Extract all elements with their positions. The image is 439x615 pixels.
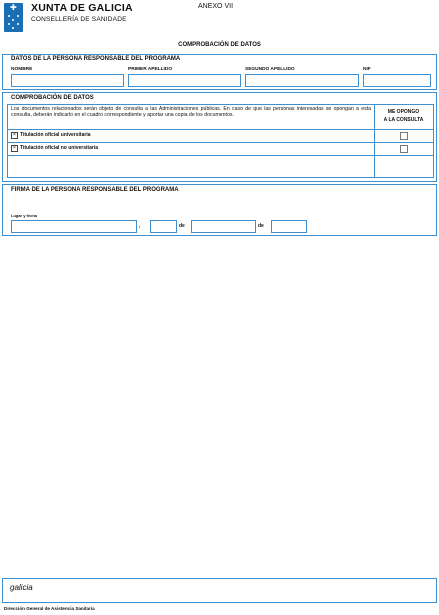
oppose-checkbox[interactable]: [400, 145, 408, 153]
first-surname-field[interactable]: [128, 74, 241, 87]
person-section-title: DATOS DE LA PERSONA RESPONSABLE DEL PROGRAMA: [11, 56, 181, 62]
table-row: [8, 143, 433, 154]
second-surname-label: SEGUNDO APELLIDO: [245, 67, 295, 72]
nif-label: NIF: [363, 67, 371, 72]
xunta-logo-icon: [4, 3, 23, 32]
galicia-logo: galicia: [10, 583, 33, 592]
place-date-label: Lugar y fecha: [11, 213, 38, 218]
document-title: COMPROBACIÓN DE DATOS: [178, 42, 261, 48]
department-name: Dirección General de Asistencia Sanitaria: [4, 606, 95, 611]
brand-subtitle: CONSELLERÍA DE SANIDADE: [31, 16, 127, 23]
place-field[interactable]: [11, 220, 137, 233]
footer-box: [2, 578, 437, 603]
second-surname-field[interactable]: [245, 74, 359, 87]
star-icon: [8, 15, 10, 17]
table-column-divider: [374, 105, 375, 177]
person-section: [2, 54, 437, 90]
check-table: [7, 104, 434, 178]
star-icon: [17, 15, 19, 17]
item-label: Titulación oficial universitaria: [20, 132, 91, 138]
year-field[interactable]: [271, 220, 307, 233]
table-row-divider: [8, 155, 433, 156]
month-field[interactable]: [191, 220, 256, 233]
oppose-header-line2: A LA CONSULTA: [383, 117, 424, 123]
check-description: Los documentos relacionados serán objeto de consulta a las Administraciones públicas. En caso de que las personas interesadas se opongan a esta consulta, deberán indicarlo en el cuadro correspondiente y aportar una copia de los documentos.: [11, 106, 371, 119]
star-icon: [12, 19, 14, 21]
star-icon: [8, 23, 10, 25]
table-row: [8, 130, 433, 141]
brand-title: XUNTA DE GALICIA: [31, 2, 133, 14]
check-section-title: COMPROBACIÓN DE DATOS: [11, 95, 94, 101]
signature-section: [2, 184, 437, 236]
comma-separator: ,: [139, 223, 141, 229]
annex-label: ANEXO VII: [198, 3, 234, 10]
star-icon: [17, 23, 19, 25]
de-separator-1: de: [179, 223, 185, 229]
cross-icon: ✚: [10, 3, 17, 12]
item-checkbox[interactable]: ×: [11, 145, 18, 152]
star-icon: [12, 27, 14, 29]
name-label: NOMBRE: [11, 67, 33, 72]
first-surname-label: PRIMER APELLIDO: [128, 67, 173, 72]
nif-field[interactable]: [363, 74, 431, 87]
oppose-header-line1: ME OPONGO: [387, 109, 420, 115]
name-field[interactable]: [11, 74, 124, 87]
de-separator-2: de: [258, 223, 264, 229]
item-label: Titulación oficial no universitaria: [20, 145, 98, 151]
signature-section-title: FIRMA DE LA PERSONA RESPONSABLE DEL PROGRAMA: [11, 187, 179, 193]
check-section: [2, 92, 437, 182]
item-checkbox[interactable]: ×: [11, 132, 18, 139]
day-field[interactable]: [150, 220, 177, 233]
oppose-checkbox[interactable]: [400, 132, 408, 140]
